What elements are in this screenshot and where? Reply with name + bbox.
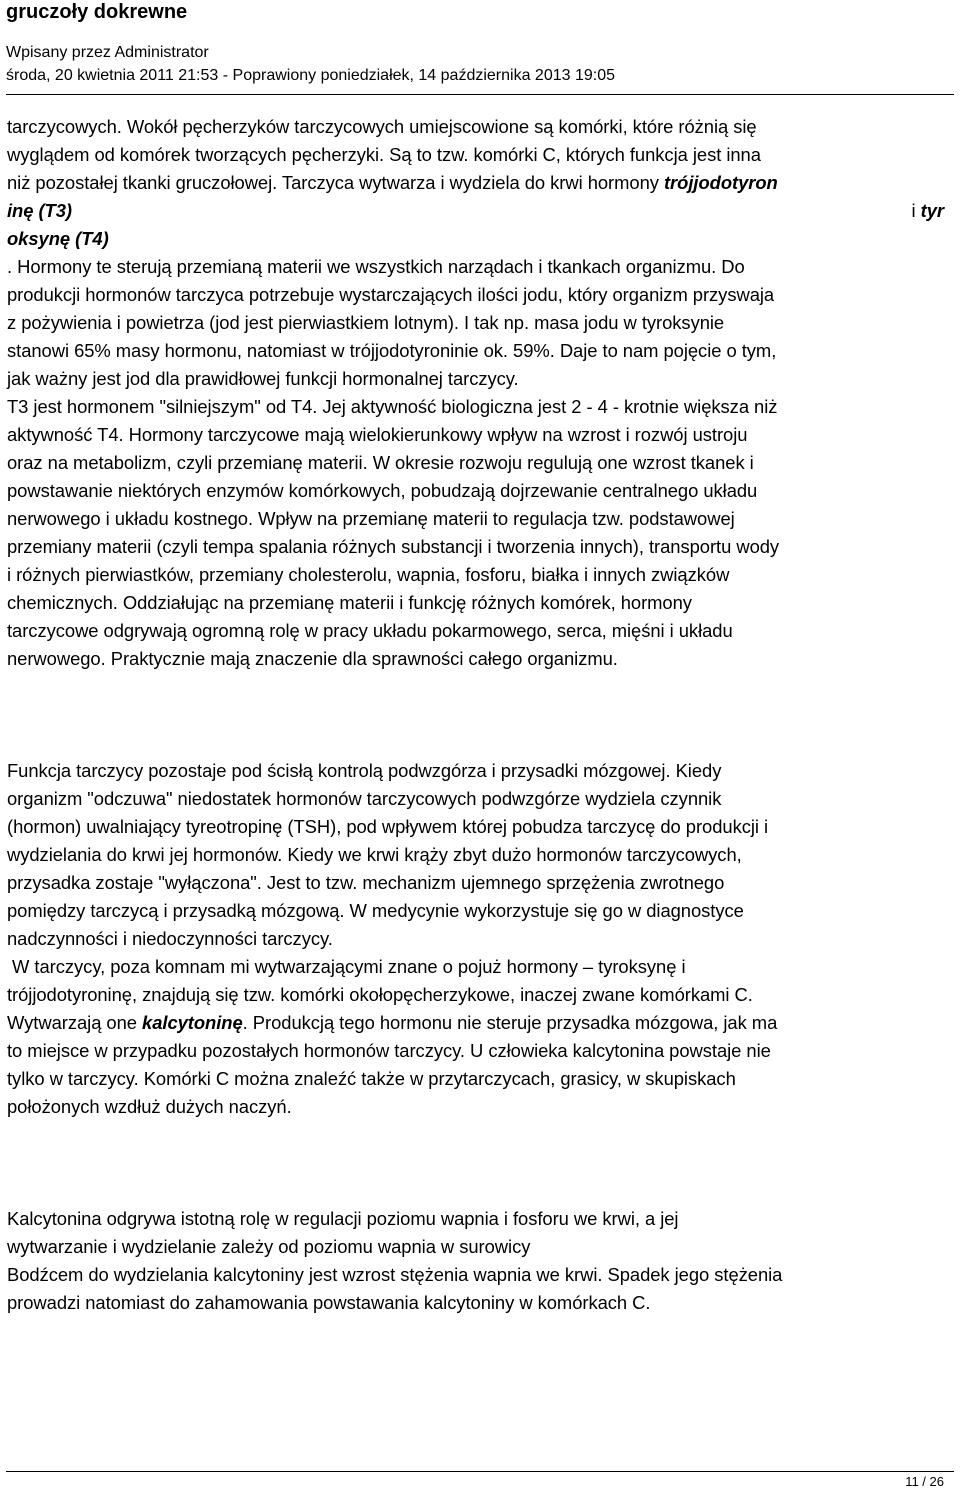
text-line: prowadzi natomiast do zahamowania powstawania kalcytoniny w komórkach C. — [7, 1292, 651, 1313]
text-line: Kalcytonina odgrywa istotną rolę w regulacji poziomu wapnia i fosforu we krwi, a jej — [7, 1208, 679, 1229]
text-line: i różnych pierwiastków, przemiany cholesterolu, wapnia, fosforu, białka i innych związków — [7, 564, 730, 585]
text-line: nerwowego i układu kostnego. Wpływ na przemianę materii to regulacja tzw. podstawowej — [7, 508, 735, 529]
term-t4-part1: tyr — [920, 200, 944, 221]
text-line: T3 jest hormonem "silniejszym" od T4. Jej aktywność biologiczna jest 2 - 4 - krotnie większa niż — [7, 396, 778, 417]
text-line: (hormon) uwalniający tyreotropinę (TSH), pod wpływem której pobudza tarczycę do produkcji i — [7, 816, 769, 837]
text-line — [7, 1009, 777, 1037]
term-t3-part1: trójjodotyron — [663, 172, 778, 193]
text-line: Funkcja tarczycy pozostaje pod ścisłą kontrolą podwzgórza i przysadki mózgowej. Kiedy — [7, 760, 722, 781]
date-line: środa, 20 kwietnia 2011 21:53 - Poprawiony poniedziałek, 14 października 2013 19:05 — [6, 67, 615, 84]
text-line: to miejsce w przypadku pozostałych hormonów tarczycy. U człowieka kalcytonina powstaje nie — [7, 1040, 771, 1061]
text-line: przemiany materii (czyli tempa spalania różnych substancji i tworzenia innych), transportu wody — [7, 536, 780, 557]
text-line — [912, 197, 944, 225]
header-divider — [6, 94, 954, 95]
text-line: . Hormony te sterują przemianą materii we wszystkich narządach i tkankach organizmu. Do — [7, 256, 745, 277]
footer-divider — [6, 1471, 954, 1472]
text-line: tylko w tarczycy. Komórki C można znaleźć także w przytarczycach, grasicy, w skupiskach — [7, 1068, 736, 1089]
text-line: aktywność T4. Hormony tarczycowe mają wielokierunkowy wpływ na wzrost i rozwój ustroju — [7, 424, 748, 445]
text-line: tarczycowych. Wokół pęcherzyków tarczycowych umiejscowione są komórki, które różnią się — [7, 116, 757, 137]
text-line: wydzielania do krwi jej hormonów. Kiedy we krwi krąży zbyt dużo hormonów tarczycowych, — [7, 844, 742, 865]
text-line: trójjodotyroninę, znajdują się tzw. komórki okołopęcherzykowe, inaczej zwane komórkami C. — [7, 984, 753, 1005]
text-line: W tarczycy, poza komnam mi wytwarzającymi znane o pojuż hormony – tyroksynę i — [7, 956, 686, 977]
text-line: chemicznych. Oddziałując na przemianę materii i funkcję różnych komórek, hormony — [7, 592, 692, 613]
text-line: przysadka zostaje "wyłączona". Jest to tzw. mechanizm ujemnego sprzężenia zwrotnego — [7, 872, 725, 893]
text-line — [7, 169, 778, 197]
text-line: pomiędzy tarczycą i przysadką mózgową. W medycynie wykorzystuje się go w diagnostyce — [7, 900, 744, 921]
page-title: gruczoły dokrewne — [6, 1, 188, 23]
text-line: Bodźcem do wydzielania kalcytoniny jest wzrost stężenia wapnia we krwi. Spadek jego stężenia — [7, 1264, 783, 1285]
text-line: jak ważny jest jod dla prawidłowej funkcji hormonalnej tarczycy. — [7, 368, 519, 389]
text-line: tarczycowe odgrywają ogromną rolę w pracy układu pokarmowego, serca, mięśni i układu — [7, 620, 733, 641]
term-t3-part2: inę (T3) — [7, 200, 72, 221]
text-line: nadczynności i niedoczynności tarczycy. — [7, 928, 333, 949]
text-span: . Produkcją tego hormonu nie steruje przysadka mózgowa, jak ma — [242, 1012, 778, 1033]
text-line: oraz na metabolizm, czyli przemianę materii. W okresie rozwoju regulują one wzrost tkanek i — [7, 452, 754, 473]
term-calcitonin: kalcytoninę — [142, 1012, 243, 1033]
text-line: wytwarzanie i wydzielanie zależy od poziomu wapnia w surowicy — [7, 1236, 531, 1257]
text-line: wyglądem od komórek tworzących pęcherzyki. Są to tzw. komórki C, których funkcja jest inna — [7, 144, 761, 165]
text-span: Wytwarzają one — [7, 1012, 143, 1033]
term-t4-part2: oksynę (T4) — [7, 228, 109, 249]
author-line: Wpisany przez Administrator — [6, 44, 209, 61]
text-line: produkcji hormonów tarczyca potrzebuje wystarczających ilości jodu, który organizm przyswaja — [7, 284, 775, 305]
text-line: nerwowego. Praktycznie mają znaczenie dla sprawności całego organizmu. — [7, 648, 618, 669]
text-line: położonych wzdłuż dużych naczyń. — [7, 1096, 292, 1117]
text-span: niż pozostałej tkanki gruczołowej. Tarczyca wytwarza i wydziela do krwi hormony — [7, 172, 664, 193]
text-span: i — [911, 200, 921, 221]
text-line: stanowi 65% masy hormonu, natomiast w trójjodotyroninie ok. 59%. Daje to nam pojęcie o tym, — [7, 340, 777, 361]
text-line: organizm "odczuwa" niedostatek hormonów tarczycowych podwzgórze wydziela czynnik — [7, 788, 722, 809]
page-number: 11 / 26 — [905, 1474, 944, 1489]
text-line: powstawanie niektórych enzymów komórkowych, pobudzają dojrzewanie centralnego układu — [7, 480, 758, 501]
text-line: z pożywienia i powietrza (jod jest pierwiastkiem lotnym). I tak np. masa jodu w tyroksynie — [7, 312, 725, 333]
